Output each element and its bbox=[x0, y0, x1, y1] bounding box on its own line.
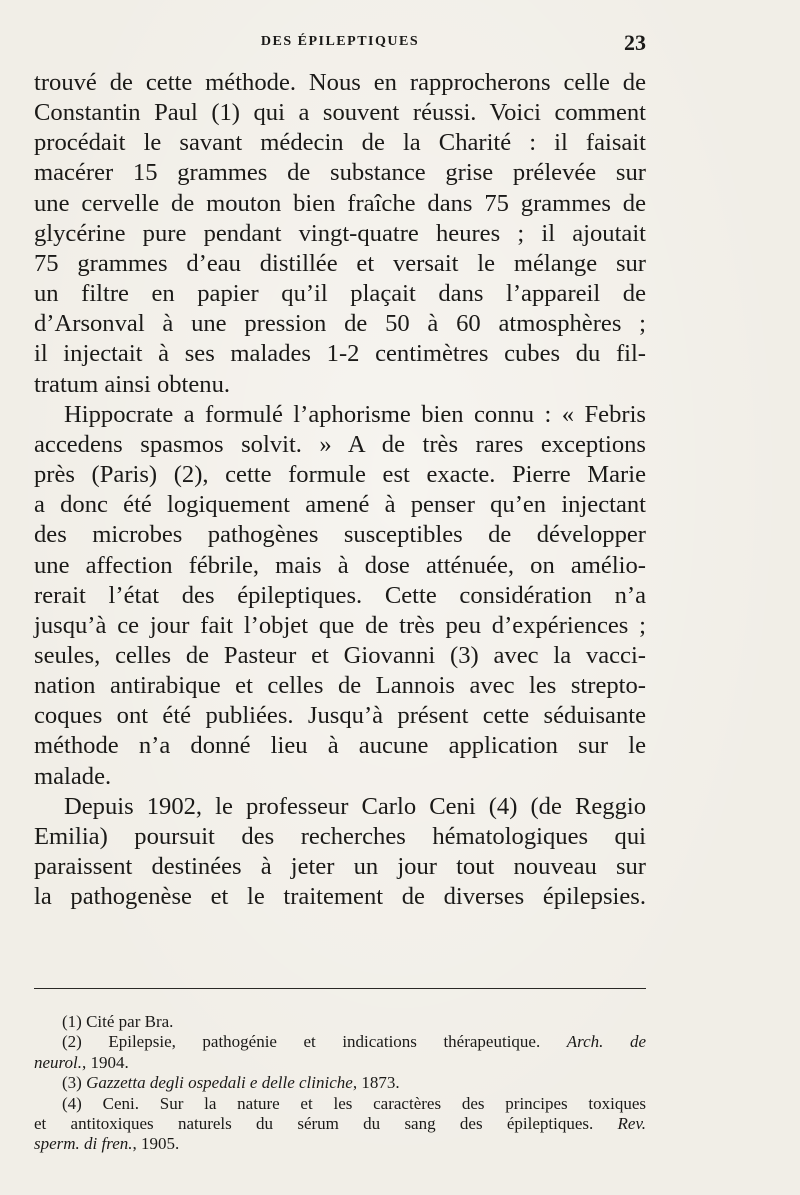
footnote-text: et antitoxiques naturels du sérum du sang des épileptiques. bbox=[34, 1114, 594, 1134]
text-line: la pathogenèse et le traitement de diverses épilepsies. bbox=[34, 883, 646, 911]
text-line: Constantin Paul (1) qui a souvent réussi. Voici comment bbox=[34, 99, 646, 127]
journal-title: Arch. de bbox=[566, 1032, 647, 1052]
text-line: Depuis 1902, le professeur Carlo Ceni (4) (de Reggio bbox=[64, 792, 646, 820]
footnote-2-cont bbox=[34, 1053, 646, 1073]
text-line: d’Arsonval à une pression de 50 à 60 atmosphères ; bbox=[34, 310, 646, 338]
footnote-text: , 1905. bbox=[132, 1134, 180, 1154]
running-title: DES ÉPILEPTIQUES bbox=[260, 34, 420, 49]
text-line: procédait le savant médecin de la Charité : il faisait bbox=[34, 129, 646, 157]
journal-title: Gazzetta degli ospedali e delle cliniche bbox=[86, 1073, 353, 1093]
footnote-3 bbox=[34, 1073, 646, 1093]
text-line: nation antirabique et celles de Lannois avec les strepto- bbox=[34, 672, 646, 700]
footnote-text: (4) Ceni. Sur la nature et les caractères des principes toxiques bbox=[62, 1093, 646, 1113]
page-number: 23 bbox=[624, 30, 646, 55]
page-header bbox=[34, 30, 646, 56]
journal-title: neurol. bbox=[34, 1052, 83, 1072]
footnote-text: , 1873. bbox=[352, 1073, 400, 1093]
text-line: accedens spasmos solvit. » A de très rares exceptions bbox=[34, 430, 646, 458]
footnote-4 bbox=[34, 1094, 646, 1114]
body-text bbox=[34, 68, 646, 912]
footnote-text: , 1904. bbox=[82, 1052, 129, 1072]
text-line: jusqu’à ce jour fait l’objet que de très peu d’expériences ; bbox=[34, 611, 646, 639]
text-line: a donc été logiquement amené à penser qu’en injectant bbox=[34, 491, 646, 519]
text-line: un filtre en papier qu’il plaçait dans l’appareil de bbox=[34, 280, 646, 308]
footnotes bbox=[34, 1012, 646, 1155]
text-line: coques ont été publiées. Jusqu’à présent cette séduisante bbox=[34, 702, 646, 730]
footnote-text: (2) Epilepsie, pathogénie et indications thérapeutique. bbox=[62, 1032, 541, 1052]
text-line: paraissent destinées à jeter un jour tout nouveau sur bbox=[34, 853, 646, 881]
journal-title: Rev. bbox=[617, 1114, 647, 1134]
footnote-4-end bbox=[34, 1134, 646, 1154]
footnote-text: (1) Cité par Bra. bbox=[62, 1012, 174, 1031]
text-line: malade. bbox=[34, 762, 112, 790]
text-line: Emilia) poursuit des recherches hématologiques qui bbox=[34, 822, 646, 850]
text-line: méthode n’a donné lieu à aucune application sur le bbox=[34, 732, 646, 760]
footnote-1 bbox=[34, 1012, 646, 1032]
text-line: il injectait à ses malades 1-2 centimètres cubes du fil- bbox=[34, 340, 646, 368]
text-line: macérer 15 grammes de substance grise prélevée sur bbox=[34, 159, 646, 187]
text-line: près (Paris) (2), cette formule est exacte. Pierre Marie bbox=[34, 461, 646, 489]
journal-title: sperm. di fren. bbox=[34, 1134, 133, 1154]
text-line: 75 grammes d’eau distillée et versait le mélange sur bbox=[34, 249, 646, 277]
text-line: tratum ainsi obtenu. bbox=[34, 370, 231, 398]
text-line: une affection fébrile, mais à dose atténuée, on amélio- bbox=[34, 551, 646, 579]
text-line: une cervelle de mouton bien fraîche dans 75 grammes de bbox=[34, 189, 646, 217]
text-line: rerait l’état des épileptiques. Cette considération n’a bbox=[34, 581, 646, 609]
footnote-2 bbox=[34, 1032, 646, 1052]
text-line: trouvé de cette méthode. Nous en rapprocherons celle de bbox=[34, 69, 646, 96]
text-line: Hippocrate a formulé l’aphorisme bien connu : « Febris bbox=[64, 400, 646, 428]
text-line: glycérine pure pendant vingt-quatre heures ; il ajoutait bbox=[34, 219, 646, 247]
text-line: des microbes pathogènes susceptibles de développer bbox=[34, 521, 646, 549]
text-line: seules, celles de Pasteur et Giovanni (3) avec la vacci- bbox=[34, 641, 646, 669]
footnote-4-cont bbox=[34, 1114, 646, 1134]
footnote-divider bbox=[34, 988, 646, 989]
footnote-number: (3) bbox=[62, 1073, 82, 1093]
